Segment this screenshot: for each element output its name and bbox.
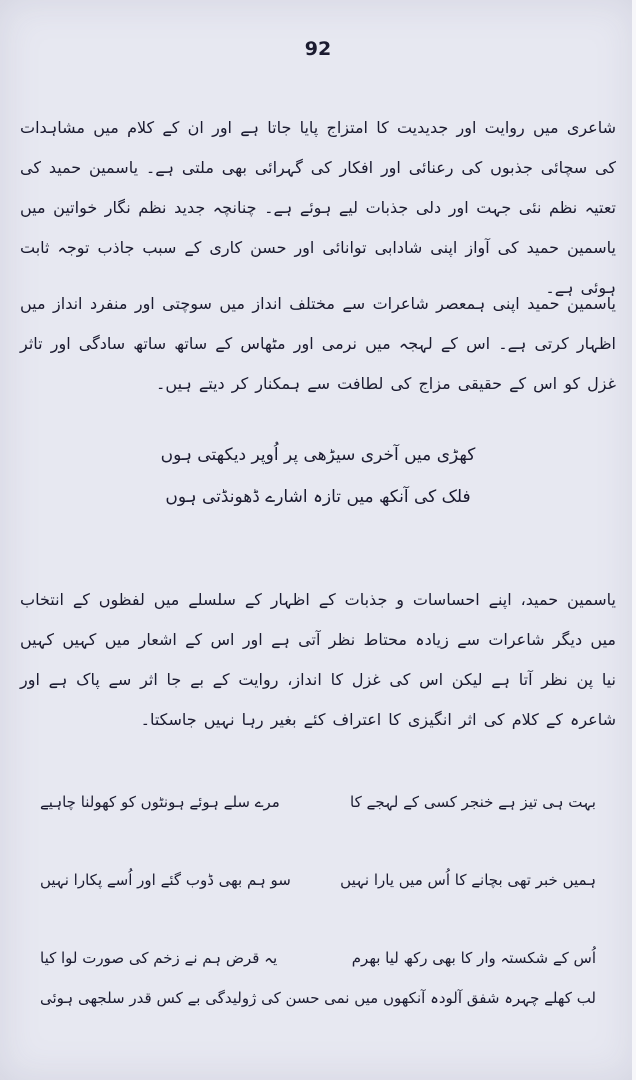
paragraph-1: شاعری میں روایت اور جدیدیت کا امتزاج پایا جاتا ہے اور ان کے کلام میں مشاہدات کی سچائی جذبوں کی رعنائی اور افکار کی گہرائی بھی ملتی ہے۔ یاسمین حمید کی تعتیہ نظم نئی جہت اور دلی جذبات لیے ہوئے ہے۔ چنانچہ جدید نظم نگار خواتین میں یاسمین حمید کی آواز اپنی شادابی توانائی اور حسن کاری کے سبب جاذب توجہ ثابت ہوئی ہے۔ [20, 118, 616, 297]
page-number: 92 [304, 38, 332, 60]
couplet-2-second: سو ہم بھی ڈوب گئے اور اُسے پکارا نہیں [40, 871, 291, 889]
couplet-3 [40, 938, 596, 978]
couplet-4-second: حسن کی ژولیدگی بے کس قدر سلجھی ہوئی [40, 989, 320, 1007]
couplet-1 [40, 782, 596, 822]
quote-line-2: فلک کی آنکھ میں تازہ اشارے ڈھونڈتی ہوں [165, 487, 471, 507]
paragraph-3: یاسمین حمید، اپنے احساسات و جذبات کے اظہار کے سلسلے میں لفظوں کے انتخاب میں دیگر شاعرات سے زیادہ محتاط نظر آتی ہے اور اس کے اشعار میں کہیں کہیں نیا پن نظر آتا ہے لیکن اس کی غزل کا انداز، روایت کے بے جا اثر سے پاک ہے اور شاعرہ کے کلام کی اثر انگیزی کا اعتراف کئے بغیر رہا نہیں جاسکتا۔ [20, 590, 616, 729]
couplet-1-second: مرے سلے ہوئے ہونٹوں کو کھولنا چاہیے [40, 793, 280, 811]
couplet-2-first: ہمیں خبر تھی بچانے کا اُس میں یارا نہیں [340, 871, 596, 889]
couplet-2 [40, 860, 596, 900]
page-edge [632, 0, 636, 1080]
couplet-1-first: بہت ہی تیز ہے خنجر کسی کے لہجے کا [350, 793, 596, 811]
quote-line-1: کھڑی میں آخری سیڑھی پر اُوپر دیکھتی ہوں [160, 445, 476, 465]
couplet-4-first: لب کھلے چہرہ شفق آلودہ آنکھوں میں نمی [324, 989, 596, 1007]
couplet-3-second: یہ قرض ہم نے زخم کی صورت لوا کیا [40, 949, 278, 967]
couplet-3-first: اُس کے شکستہ وار کا بھی رکھ لیا بھرم [351, 949, 596, 967]
paragraph-2: یاسمین حمید اپنی ہمعصر شاعرات سے مختلف انداز میں سوچتی اور منفرد انداز میں اظہار کرتی ہے۔ اس کے لہجہ میں نرمی اور مٹھاس کے ساتھ ساتھ سادگی اور تاثر غزل کو اس کے حقیقی مزاج کی لطافت سے ہمکنار کر دیتے ہیں۔ [20, 294, 616, 393]
couplet-4 [40, 978, 596, 1018]
